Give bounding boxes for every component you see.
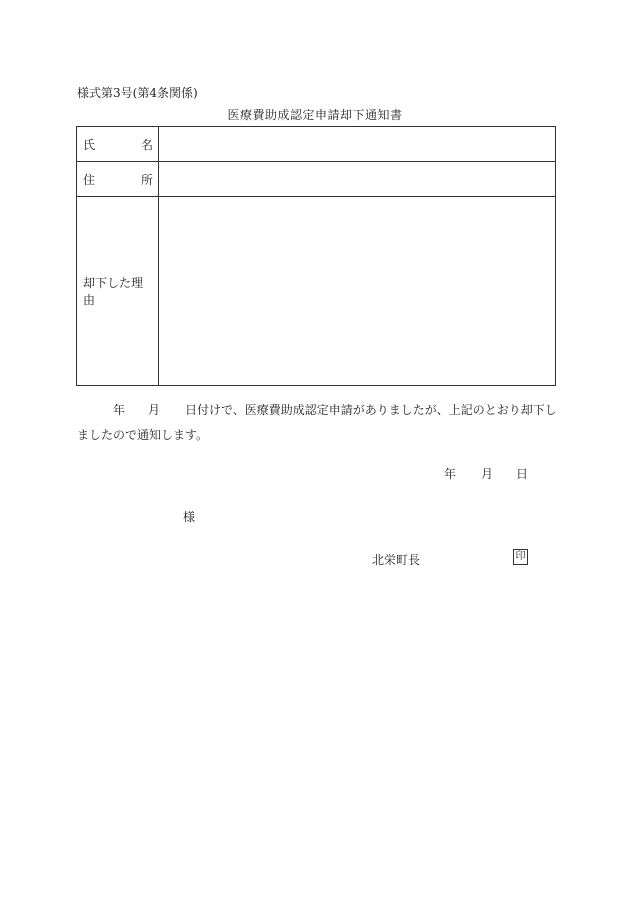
reason-label-cell: 却下した理由 [77,197,159,386]
name-value-cell [159,127,556,162]
name-label-char-2: 名 [140,137,153,152]
notice-sentence-line-2: ましたので通知します。 [77,428,209,442]
seal-mark: 印 [513,549,528,565]
name-row [77,127,556,162]
issuer-title: 北栄町長 [372,553,421,567]
name-label-cell [77,127,159,162]
application-month-label: 月 [148,403,161,417]
issue-month-label: 月 [481,467,494,481]
notice-sentence-line-1: 日付けで、医療費助成認定申請がありましたが、上記のとおり却下し [185,403,557,417]
address-label-char-1: 住 [83,172,96,187]
reason-value-cell [159,197,556,386]
notice-table [76,126,556,386]
reason-row [77,197,556,386]
recipient-honorific: 様 [183,510,196,524]
address-row [77,162,556,197]
form-number: 様式第3号(第4条関係) [77,86,198,100]
application-year-label: 年 [113,403,126,417]
address-value-cell [159,162,556,197]
document-title: 医療費助成認定申請却下通知書 [227,108,403,122]
name-label-char-1: 氏 [83,137,96,152]
issue-day-label: 日 [516,467,529,481]
issue-year-label: 年 [444,467,457,481]
address-label-cell [77,162,159,197]
address-label-char-2: 所 [140,172,153,187]
